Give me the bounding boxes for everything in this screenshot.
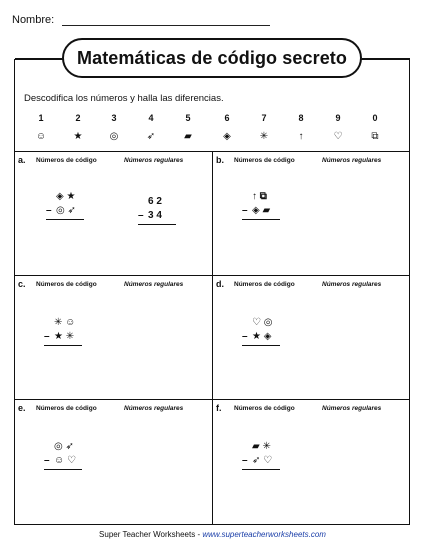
problem-a xyxy=(14,151,212,275)
problem-c xyxy=(14,275,212,399)
key-8 xyxy=(294,113,308,144)
key-2 xyxy=(71,113,85,144)
answer-rule xyxy=(242,219,280,220)
problem-letter: d. xyxy=(216,279,224,289)
code-top: ◎ ➶ xyxy=(54,441,74,452)
minus-sign: – xyxy=(46,205,52,216)
key-7 xyxy=(257,113,271,144)
code-bottom: ◈ ▰ xyxy=(252,205,271,216)
code-header: Números de código xyxy=(36,157,97,164)
footer-link[interactable]: www.superteacherworksheets.com xyxy=(202,530,326,539)
key-number: 7 xyxy=(261,113,267,123)
key-number: 2 xyxy=(75,113,81,123)
answer-rule xyxy=(138,224,176,225)
minus-sign: – xyxy=(138,210,144,221)
name-label: Nombre: xyxy=(12,14,55,26)
code-bottom-row xyxy=(44,331,74,342)
problem-letter: c. xyxy=(18,279,26,289)
key-number: 3 xyxy=(111,113,117,123)
problem-letter: e. xyxy=(18,403,26,413)
code-bottom-row xyxy=(46,205,76,216)
parallelogram-icon: ▰ xyxy=(184,131,192,142)
up-arrow-icon: ↑ xyxy=(298,131,304,142)
answer-rule xyxy=(242,469,280,470)
key-6 xyxy=(220,113,234,144)
key-number: 1 xyxy=(38,113,44,123)
code-header: Números de código xyxy=(234,405,295,412)
problem-letter: f. xyxy=(216,403,222,413)
problem-letter: a. xyxy=(18,155,26,165)
regular-header: Números regulares xyxy=(124,281,184,288)
regular-header: Números regulares xyxy=(124,405,184,412)
code-bottom-row xyxy=(44,455,76,466)
code-bottom: ◎ ➶ xyxy=(56,205,76,216)
code-top: ✳ ☺ xyxy=(54,317,76,328)
title-line-right xyxy=(362,58,410,59)
key-number: 8 xyxy=(298,113,304,123)
code-top: ♡ ◎ xyxy=(252,317,273,328)
key-number: 5 xyxy=(185,113,191,123)
answer-rule xyxy=(44,469,82,470)
smiley-icon: ☺ xyxy=(35,131,47,142)
problem-b xyxy=(212,151,410,275)
page-title: Matemáticas de código secreto xyxy=(62,38,362,78)
code-bottom: ➶ ♡ xyxy=(252,455,273,466)
instructions: Descodifica los números y halla las diferencias. xyxy=(24,93,224,104)
key-4 xyxy=(144,113,158,144)
regular-header: Números regulares xyxy=(322,281,382,288)
code-bottom: ★ ✳ xyxy=(54,331,75,342)
code-header: Números de código xyxy=(234,281,295,288)
squares-icon: ⧉ xyxy=(371,131,379,142)
code-top: ↑ ⧉ xyxy=(252,191,267,202)
code-bottom-row xyxy=(242,455,272,466)
key-number: 0 xyxy=(372,113,378,123)
problem-e xyxy=(14,399,212,523)
key-0 xyxy=(368,113,382,144)
minus-sign: – xyxy=(44,455,50,466)
problem-d xyxy=(212,275,410,399)
regular-top: 6 2 xyxy=(148,196,162,207)
regular-header: Números regulares xyxy=(322,405,382,412)
code-top: ◈ ★ xyxy=(56,191,76,202)
code-header: Números de código xyxy=(36,405,97,412)
code-bottom: ★ ◈ xyxy=(252,331,272,342)
spiral-icon: ◎ xyxy=(109,131,119,142)
key-number: 4 xyxy=(148,113,154,123)
code-bottom-row xyxy=(242,331,271,342)
title-line-left xyxy=(15,58,62,59)
key-number: 6 xyxy=(224,113,230,123)
regular-header: Números regulares xyxy=(124,157,184,164)
code-top: ▰ ✳ xyxy=(252,441,271,452)
code-bottom-row xyxy=(242,205,270,216)
minus-sign: – xyxy=(242,331,248,342)
key-3 xyxy=(107,113,121,144)
regular-header: Números regulares xyxy=(322,157,382,164)
diamond-icon: ◈ xyxy=(223,131,231,142)
footer-text: Super Teacher Worksheets - xyxy=(99,530,203,539)
name-field[interactable] xyxy=(62,25,270,26)
code-bottom: ☺ ♡ xyxy=(54,455,76,466)
key-9 xyxy=(331,113,345,144)
footer xyxy=(0,530,425,539)
answer-rule xyxy=(242,345,280,346)
minus-sign: – xyxy=(242,455,248,466)
code-header: Números de código xyxy=(234,157,295,164)
minus-sign: – xyxy=(242,205,248,216)
heart-icon: ♡ xyxy=(333,131,343,142)
key-1 xyxy=(34,113,48,144)
key-number: 9 xyxy=(335,113,341,123)
code-header: Números de código xyxy=(36,281,97,288)
problem-letter: b. xyxy=(216,155,224,165)
minus-sign: – xyxy=(44,331,50,342)
regular-bottom: 3 4 xyxy=(148,210,162,221)
problems-grid xyxy=(14,151,410,525)
arrow-icon: ➶ xyxy=(146,131,156,142)
key-5 xyxy=(181,113,195,144)
answer-rule xyxy=(46,219,84,220)
regular-bottom-row xyxy=(138,210,162,221)
answer-rule xyxy=(44,345,82,346)
problem-f xyxy=(212,399,410,523)
star-icon: ★ xyxy=(73,131,83,142)
asterisk-icon: ✳ xyxy=(259,131,269,142)
